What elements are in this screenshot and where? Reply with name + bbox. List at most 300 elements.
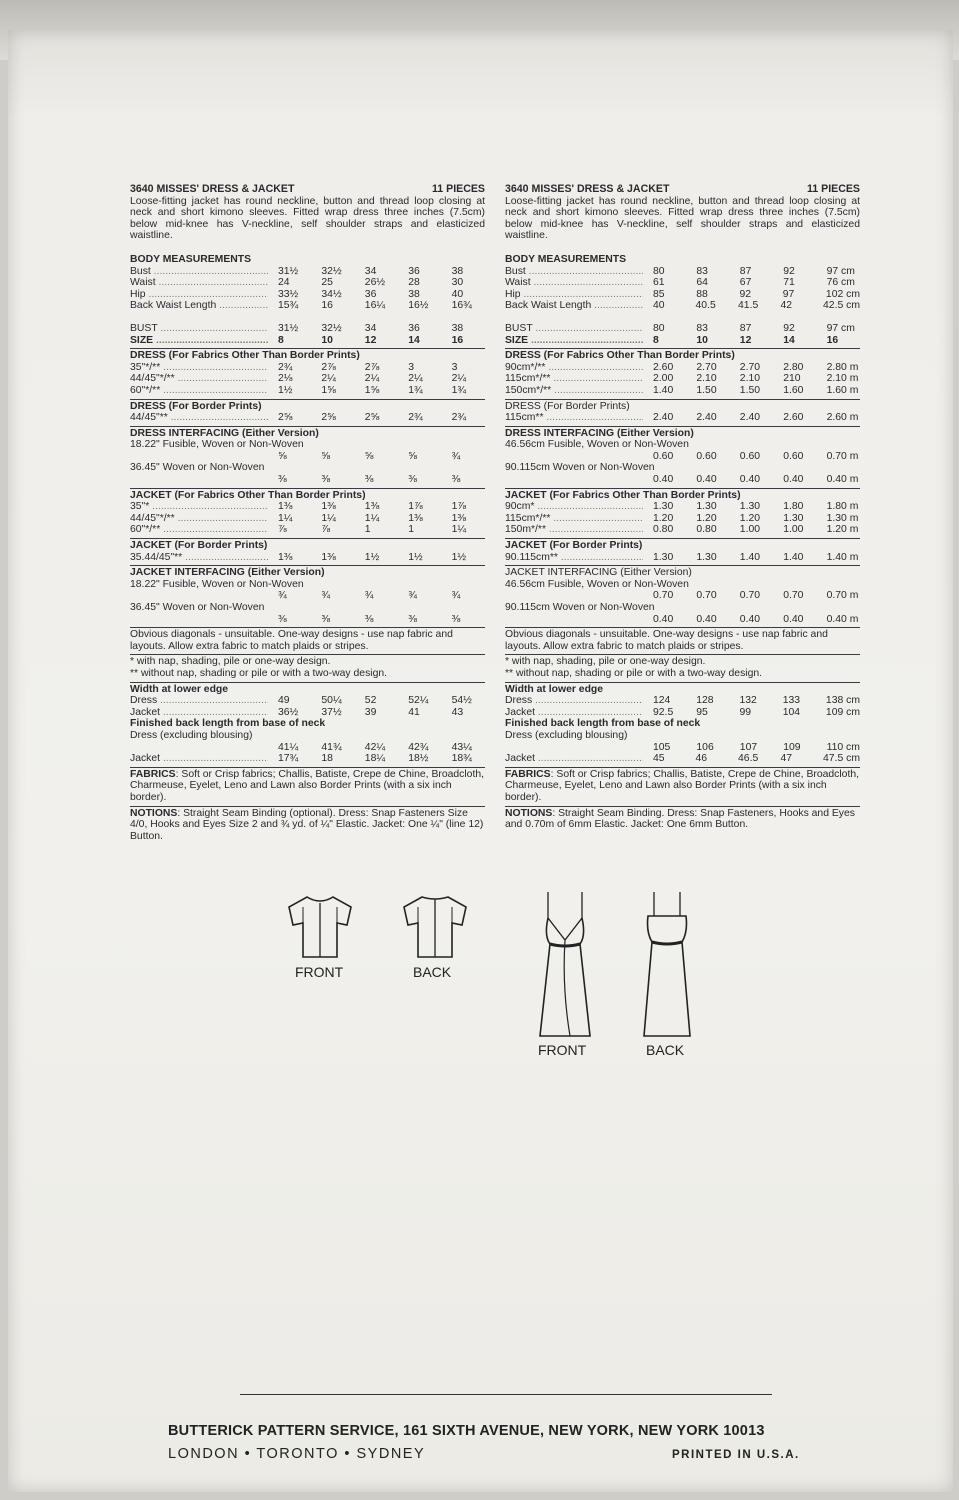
- size-value: 1.40: [783, 551, 804, 563]
- yardage-section: [130, 400, 485, 427]
- table-row: [130, 385, 485, 397]
- size-value: ¾: [321, 590, 331, 602]
- jacket-front-illustration: [285, 893, 355, 963]
- section-heading: DRESS INTERFACING (Either Version): [130, 427, 319, 439]
- size-value: ⅝: [408, 450, 417, 462]
- size-value: 2.60 m: [826, 412, 859, 424]
- table-row: [130, 266, 485, 278]
- size-value: 1.40 m: [826, 551, 859, 563]
- size-value: 3: [408, 361, 414, 373]
- row-label: Back Waist Length .....: [130, 300, 268, 312]
- size-value: ¾: [364, 590, 374, 602]
- note-lead: FABRICS: [130, 768, 176, 780]
- size-value: 0.60: [739, 450, 761, 462]
- size-value: 40: [451, 288, 464, 300]
- table-row: [130, 362, 485, 374]
- row-label: 115cm*/** .....: [505, 513, 643, 525]
- row-label: 44/45"** .....: [130, 412, 268, 424]
- size-value: 0.80: [653, 524, 674, 536]
- table-row: [505, 266, 860, 278]
- table-row: [505, 300, 860, 312]
- yardage-section: [505, 768, 860, 807]
- size-value: 76 cm: [826, 277, 855, 289]
- size-value: 41¾: [321, 741, 342, 753]
- dress-back-label: BACK: [646, 1042, 685, 1058]
- size-value: 2.70: [739, 361, 761, 373]
- piece-count: 11 PIECES: [432, 183, 485, 195]
- size-value: 14: [408, 334, 420, 346]
- size-value: 1½: [451, 551, 467, 563]
- size-value: 0.40: [696, 613, 717, 625]
- metric-column: [505, 184, 860, 833]
- row-label: Hip .....: [505, 289, 643, 301]
- size-value: 92: [739, 288, 752, 300]
- yardage-section: [130, 655, 485, 682]
- size-value: 104: [782, 706, 801, 718]
- size-value: 83: [696, 265, 708, 277]
- size-value: 210: [783, 373, 801, 385]
- row-label: 150m*/** .....: [505, 524, 643, 536]
- size-value: 0.60: [653, 450, 674, 462]
- size-value: ⅝: [278, 450, 287, 462]
- publisher-address: BUTTERICK PATTERN SERVICE, 161 SIXTH AVENUE, NEW YORK, NEW YORK 10013: [168, 1423, 765, 1439]
- size-value: 0.40: [653, 613, 674, 625]
- row-label: Dress .....: [130, 695, 268, 707]
- size-value: 64: [696, 277, 708, 289]
- row-label: Jacket .....: [130, 753, 268, 765]
- size-value: 31½: [278, 265, 299, 277]
- section-heading: JACKET (For Fabrics Other Than Border Prints): [505, 489, 741, 501]
- section-subheading: Finished back length from base of neck: [130, 718, 326, 730]
- section-heading: JACKET INTERFACING (Either Version): [505, 567, 692, 579]
- table-row: [505, 335, 860, 347]
- size-value: 0.40: [739, 613, 761, 625]
- size-value: 88: [696, 288, 708, 300]
- size-value: 2.40: [739, 412, 761, 424]
- size-value: 18¾: [451, 753, 472, 765]
- size-value: 42¾: [408, 741, 429, 753]
- row-label: Jacket .....: [505, 707, 643, 719]
- row-label: 46.56cm Fusible, Woven or Non-Woven: [505, 439, 689, 451]
- size-value: 1.80: [783, 501, 804, 513]
- publisher-cities: LONDON • TORONTO • SYDNEY: [168, 1446, 426, 1462]
- row-label: 44/45"*/** .....: [130, 513, 268, 525]
- size-value: 2¼: [321, 373, 336, 385]
- size-value: 133: [782, 695, 801, 707]
- size-value: 1¼: [321, 512, 336, 524]
- row-label: Dress (excluding blousing): [505, 729, 628, 741]
- row-label: Bust .....: [130, 266, 268, 278]
- size-value: 34: [364, 265, 377, 277]
- yardage-section: [130, 566, 485, 628]
- yardage-section: [130, 253, 485, 349]
- row-label: SIZE .....: [505, 335, 643, 347]
- note-lead: FABRICS: [505, 768, 551, 780]
- size-value: 2¼: [451, 373, 467, 385]
- row-label: 90.115cm Woven or Non-Woven: [505, 602, 655, 613]
- row-label: 90.115cm** .....: [505, 552, 643, 564]
- row-label: BUST .....: [130, 323, 268, 335]
- row-label: Jacket .....: [505, 753, 643, 765]
- size-value: 42¼: [364, 741, 386, 753]
- size-value: 36½: [278, 706, 299, 718]
- note-text: ** without nap, shading or pile or with a two-way design.: [130, 667, 388, 679]
- size-value: 2⅝: [278, 412, 293, 424]
- row-label: Dress .....: [505, 695, 643, 707]
- size-value: 107: [739, 741, 758, 753]
- table-row: [130, 474, 485, 486]
- row-label: 115cm*/** .....: [505, 373, 643, 385]
- size-value: 0.40: [653, 474, 674, 486]
- size-value: 1⅞: [408, 501, 423, 513]
- size-value: ⅜: [278, 613, 287, 625]
- size-value: 16: [826, 334, 839, 346]
- table-row: [130, 335, 485, 347]
- table-row: [130, 742, 485, 754]
- row-label: 18.22" Fusible, Woven or Non-Woven: [130, 578, 304, 590]
- size-value: 18¼: [364, 753, 386, 765]
- size-value: 1⅜: [321, 501, 336, 513]
- size-value: 0.70: [739, 590, 761, 602]
- row-label: Dress (excluding blousing): [130, 729, 253, 741]
- size-value: 1¼: [364, 512, 380, 524]
- size-value: 1⅜: [451, 512, 467, 524]
- table-row: [130, 373, 485, 385]
- note-text: [505, 769, 860, 804]
- size-value: 50¼: [321, 695, 342, 707]
- size-value: 26½: [364, 277, 386, 289]
- size-value: 132: [739, 695, 757, 707]
- yardage-section: [505, 400, 860, 427]
- size-value: 16¼: [364, 300, 386, 312]
- size-value: 61: [653, 277, 665, 289]
- size-value: 1⅞: [451, 501, 467, 513]
- size-value: 128: [696, 695, 714, 707]
- size-value: ¾: [408, 590, 417, 602]
- size-value: 92.5: [653, 706, 674, 718]
- size-value: 1.30: [653, 501, 674, 513]
- table-row: [130, 300, 485, 312]
- table-row: [505, 277, 860, 289]
- size-value: 85: [653, 288, 665, 300]
- size-value: 1½: [364, 551, 380, 563]
- size-value: 0.70: [783, 590, 804, 602]
- row-label: Bust .....: [505, 266, 643, 278]
- yardage-section: [130, 427, 485, 489]
- section-heading: BODY MEASUREMENTS: [505, 253, 627, 265]
- size-value: 41.5: [738, 300, 759, 312]
- size-value: 0.70: [696, 590, 717, 602]
- size-value: 16½: [408, 300, 429, 312]
- size-value: 16¾: [451, 300, 472, 312]
- size-value: 1⅜: [278, 501, 293, 513]
- row-label: 36.45" Woven or Non-Woven: [130, 462, 265, 474]
- size-value: 32½: [321, 322, 342, 334]
- size-value: 32½: [321, 265, 342, 277]
- size-value: 43¼: [451, 741, 472, 753]
- row-label: Waist .....: [505, 277, 643, 289]
- size-value: 1⅝: [321, 384, 336, 396]
- size-value: 1½: [278, 384, 293, 396]
- size-value: 2⅞: [321, 361, 336, 373]
- size-value: 36: [364, 288, 377, 300]
- note-body: : Straight Seam Binding. Dress: Snap Fasteners, Hooks and Eyes and 0.70m of 6mm Elastic. Jacket: One 6mm Button.: [505, 807, 855, 831]
- table-row: [505, 474, 860, 486]
- table-row: [505, 590, 860, 602]
- row-label: 60"*/** .....: [130, 524, 268, 536]
- size-value: 124: [653, 695, 671, 707]
- section-heading: DRESS (For Fabrics Other Than Border Prints): [505, 350, 735, 362]
- table-row: [505, 753, 860, 765]
- size-value: 2.80: [783, 361, 804, 373]
- size-value: 43: [451, 706, 464, 718]
- size-value: 1.30: [696, 501, 717, 513]
- size-value: 0.70: [653, 590, 674, 602]
- size-value: 2.60: [653, 361, 674, 373]
- size-value: 0.40: [696, 474, 717, 486]
- size-value: 2.70: [696, 361, 717, 373]
- size-value: 97 cm: [826, 322, 855, 334]
- size-value: 1¾: [451, 384, 467, 396]
- table-row: [505, 742, 860, 754]
- size-value: 2⅞: [364, 361, 380, 373]
- size-value: 31½: [278, 322, 299, 334]
- spacer: [505, 312, 860, 323]
- table-row: [505, 614, 860, 626]
- spacer: [130, 312, 485, 323]
- note-lead: NOTIONS: [130, 807, 178, 819]
- size-value: 25: [321, 277, 333, 289]
- size-value: 15¾: [278, 300, 299, 312]
- size-value: 67: [739, 277, 752, 289]
- table-row: [130, 289, 485, 301]
- size-value: 38: [408, 288, 420, 300]
- row-label: 35.44/45"** .....: [130, 552, 268, 564]
- table-row: [130, 451, 485, 463]
- size-value: ⅜: [408, 474, 417, 486]
- size-value: 3: [451, 361, 458, 373]
- size-value: 1.00: [739, 524, 761, 536]
- size-value: 1⅜: [364, 501, 380, 513]
- section-heading: JACKET (For Border Prints): [505, 540, 643, 552]
- size-value: 2.10: [696, 373, 717, 385]
- size-value: ¾: [451, 590, 461, 602]
- yardage-section: [505, 655, 860, 682]
- size-value: 42: [780, 300, 793, 312]
- size-value: 0.40 m: [826, 474, 859, 486]
- row-label: 150cm*/** .....: [505, 385, 643, 397]
- row-label: 44/45"*/** .....: [130, 373, 268, 385]
- size-value: 52: [364, 695, 377, 707]
- size-value: 0.40: [783, 474, 804, 486]
- size-value: 38: [451, 322, 464, 334]
- size-value: 109: [783, 741, 801, 753]
- jacket-front-label: FRONT: [295, 964, 344, 980]
- size-value: 46.5: [738, 753, 759, 765]
- row-label: 36.45" Woven or Non-Woven: [130, 602, 265, 613]
- size-value: 87: [739, 265, 752, 277]
- dress-front-illustration: [530, 888, 600, 1043]
- table-row: [130, 412, 485, 424]
- size-value: 1.20 m: [826, 524, 859, 536]
- size-value: 46: [695, 753, 708, 765]
- size-value: 49: [278, 695, 290, 707]
- size-value: 17¾: [278, 753, 299, 765]
- size-value: 2.00: [653, 373, 674, 385]
- note-text: [130, 808, 485, 843]
- row-label: 90cm*/** .....: [505, 362, 643, 374]
- size-value: 0.40: [783, 613, 804, 625]
- size-value: 92: [783, 322, 795, 334]
- size-value: 18½: [408, 753, 429, 765]
- size-value: 97: [782, 288, 795, 300]
- pattern-description: Loose-fitting jacket has round neckline, button and thread loop closing at neck and short kimono sleeves. Fitted wrap dress three inches (7.5cm) below mid-knee has V-neckline, self shoulder straps and elasticized waistline.: [130, 195, 485, 242]
- piece-count: 11 PIECES: [807, 183, 860, 195]
- table-row: [505, 524, 860, 536]
- size-value: 0.40: [739, 474, 761, 486]
- section-heading: DRESS (For Fabrics Other Than Border Prints): [130, 350, 360, 362]
- size-value: 30: [451, 277, 464, 289]
- size-value: 1⅜: [321, 551, 336, 563]
- table-row: [505, 501, 860, 513]
- size-value: 83: [696, 322, 708, 334]
- row-label: 60"*/** .....: [130, 385, 268, 397]
- size-value: 34: [364, 322, 377, 334]
- size-value: 38: [451, 265, 464, 277]
- size-value: 16: [451, 334, 464, 346]
- size-value: 37½: [321, 706, 342, 718]
- size-value: ⅞: [321, 524, 331, 536]
- table-row: [130, 277, 485, 289]
- size-value: ¾: [278, 590, 287, 602]
- size-value: 8: [653, 334, 659, 346]
- yardage-section: [130, 349, 485, 399]
- yardage-section: [505, 539, 860, 566]
- size-value: 1.40: [739, 551, 761, 563]
- yardage-section: [505, 628, 860, 655]
- size-value: 34½: [321, 288, 342, 300]
- table-row: [130, 513, 485, 525]
- size-value: 0.80: [696, 524, 717, 536]
- size-value: 0.60: [696, 450, 717, 462]
- size-value: 47: [780, 753, 793, 765]
- note-text: ** without nap, shading or pile or with a two-way design.: [505, 667, 763, 679]
- table-row: [130, 753, 485, 765]
- note-text: Obvious diagonals - unsuitable. One-way designs - use nap fabric and layouts. Allow extra fabric to match plaids or stripes.: [505, 629, 828, 652]
- size-value: 28: [408, 277, 420, 289]
- row-label: 18.22" Fusible, Woven or Non-Woven: [130, 439, 304, 451]
- table-row: [505, 412, 860, 424]
- size-value: 0.60: [783, 450, 804, 462]
- section-heading: Width at lower edge: [505, 683, 604, 695]
- size-value: ¾: [451, 450, 461, 462]
- yardage-section: [130, 628, 485, 655]
- yardage-section: [505, 566, 860, 628]
- size-value: 2¾: [408, 412, 423, 424]
- yardage-section: [130, 683, 485, 768]
- size-value: 47.5 cm: [823, 753, 860, 765]
- size-value: 71: [783, 277, 795, 289]
- table-row: [505, 385, 860, 397]
- section-heading: JACKET (For Fabrics Other Than Border Prints): [130, 489, 366, 501]
- size-value: 2¼: [408, 373, 423, 385]
- yardage-section: [130, 489, 485, 539]
- row-label: 90cm* .....: [505, 501, 643, 513]
- size-value: 2¼: [364, 373, 380, 385]
- table-row: [505, 707, 860, 719]
- size-value: 33½: [278, 288, 299, 300]
- dress-back-illustration: [632, 888, 702, 1043]
- size-value: ⅜: [321, 613, 331, 625]
- row-label: 46.56cm Fusible, Woven or Non-Woven: [505, 578, 689, 590]
- size-value: 1¼: [451, 524, 467, 536]
- size-value: 10: [696, 334, 708, 346]
- table-row: [130, 707, 485, 719]
- dress-front-label: FRONT: [538, 1042, 587, 1058]
- size-value: ⅜: [451, 474, 461, 486]
- size-value: 92: [783, 265, 795, 277]
- table-row: [130, 552, 485, 564]
- size-value: ⅜: [451, 613, 461, 625]
- size-value: ⅜: [364, 613, 374, 625]
- pattern-title-row: [505, 184, 860, 196]
- size-value: 12: [739, 334, 752, 346]
- size-value: 1⅜: [278, 551, 293, 563]
- pattern-title-row: [130, 184, 485, 196]
- yardage-section: [130, 768, 485, 807]
- row-label: 35"*/** .....: [130, 362, 268, 374]
- size-value: 1.20: [696, 512, 717, 524]
- size-value: 1.30: [783, 512, 804, 524]
- note-text: [130, 769, 485, 804]
- size-value: 1⅜: [408, 512, 423, 524]
- section-subheading: Finished back length from base of neck: [505, 718, 701, 730]
- section-heading: Width at lower edge: [130, 683, 229, 695]
- size-value: 110 cm: [826, 741, 860, 753]
- section-heading: JACKET INTERFACING (Either Version): [130, 567, 325, 579]
- row-label: BUST .....: [505, 323, 643, 335]
- table-row: [130, 614, 485, 626]
- size-value: 1: [408, 524, 414, 536]
- yardage-section: [505, 807, 860, 833]
- table-row: [505, 695, 860, 707]
- yardage-section: [130, 539, 485, 566]
- note-body: : Straight Seam Binding (optional). Dress: Snap Fasteners Size 4/0, Hooks and Eyes Size 2 and ¾ yd. of ¼" Elastic. Jacket: One ¼" (line 12) Button.: [130, 807, 484, 842]
- table-row: [505, 323, 860, 335]
- size-value: 18: [321, 753, 333, 765]
- row-label: Hip .....: [130, 289, 268, 301]
- size-value: 1¼: [278, 512, 293, 524]
- size-value: 0.70 m: [826, 590, 859, 602]
- size-value: 41¼: [278, 741, 299, 753]
- row-label: Jacket .....: [130, 707, 268, 719]
- row-label: Waist .....: [130, 277, 268, 289]
- size-value: 40: [653, 300, 665, 312]
- size-value: 8: [278, 334, 284, 346]
- size-value: 45: [653, 753, 665, 765]
- size-value: 1¾: [408, 384, 423, 396]
- size-value: 1.30: [653, 551, 674, 563]
- imperial-column: [130, 184, 485, 844]
- size-value: 1: [364, 524, 371, 536]
- size-value: 2⅝: [364, 412, 380, 424]
- size-value: 24: [278, 277, 290, 289]
- table-row: [130, 590, 485, 602]
- table-row: [505, 373, 860, 385]
- yardage-section: [505, 349, 860, 399]
- note-text: * with nap, shading, pile or one-way design.: [505, 656, 706, 668]
- size-value: 0.70 m: [826, 450, 859, 462]
